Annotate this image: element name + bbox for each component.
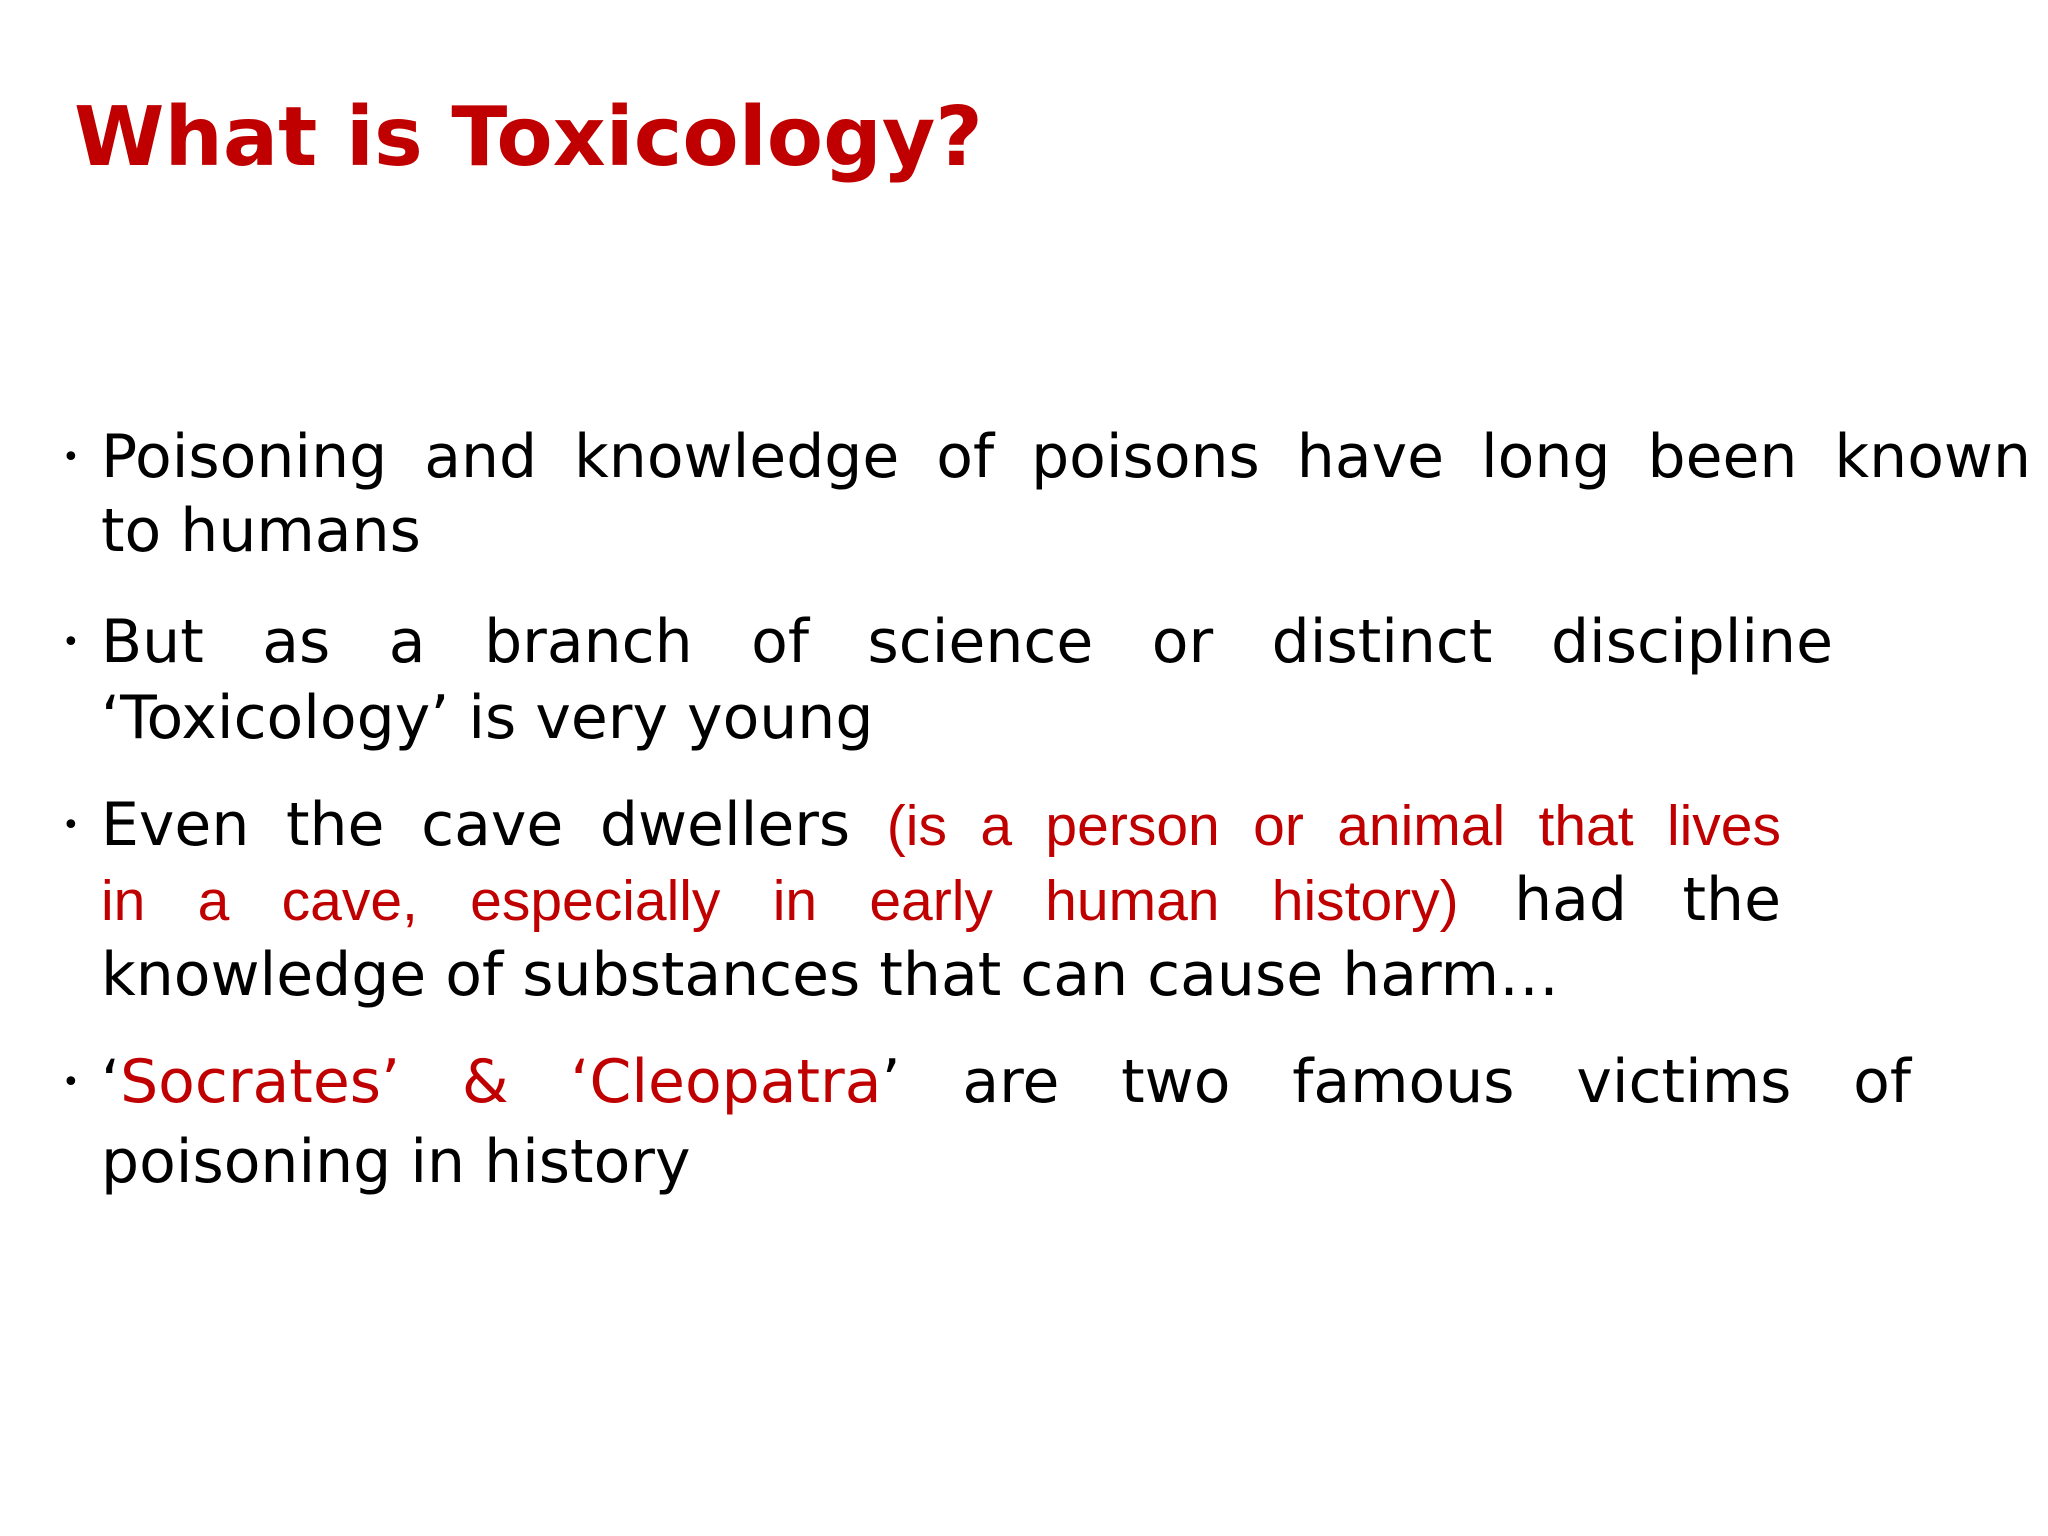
quote-mark: ’: [881, 1047, 901, 1117]
bullet-item-famous-victims: [101, 1042, 1911, 1202]
bullet-dot-icon: •: [62, 440, 80, 475]
bullet-line: [101, 1042, 1911, 1122]
bullet-dot-icon: •: [62, 1065, 80, 1100]
bullet-item-cave-dwellers: [101, 788, 1781, 1012]
victim-names: Socrates’ & ‘Cleopatra: [120, 1047, 882, 1117]
quote-mark: ‘: [101, 1047, 121, 1117]
bullet-item-branch-of-science: [101, 604, 1833, 756]
bullet-text-segment: had the: [1458, 865, 1781, 935]
bullet-item-poisoning: [101, 420, 2031, 568]
definition-text: (is a person or animal that lives: [886, 794, 1782, 858]
bullet-line: Poisoning and knowledge of poisons have long been known: [101, 422, 2031, 492]
bullet-line: [101, 863, 1781, 938]
bullet-line: knowledge of substances that can cause harm…: [101, 940, 1560, 1010]
bullet-line: But as a branch of science or distinct discipline: [101, 607, 1833, 677]
definition-text: in a cave, especially in early human history): [101, 869, 1459, 933]
slide-title: What is Toxicology?: [74, 90, 983, 185]
bullet-line: poisoning in history: [101, 1127, 691, 1197]
bullet-line: to humans: [101, 496, 421, 566]
bullet-line: ‘Toxicology’ is very young: [101, 683, 874, 753]
bullet-line: [101, 788, 1781, 863]
bullet-dot-icon: •: [62, 808, 80, 843]
bullet-text-segment: Even the cave dwellers: [101, 790, 887, 860]
bullet-dot-icon: •: [62, 625, 80, 660]
bullet-text-segment: are two famous victims of: [900, 1047, 1912, 1117]
